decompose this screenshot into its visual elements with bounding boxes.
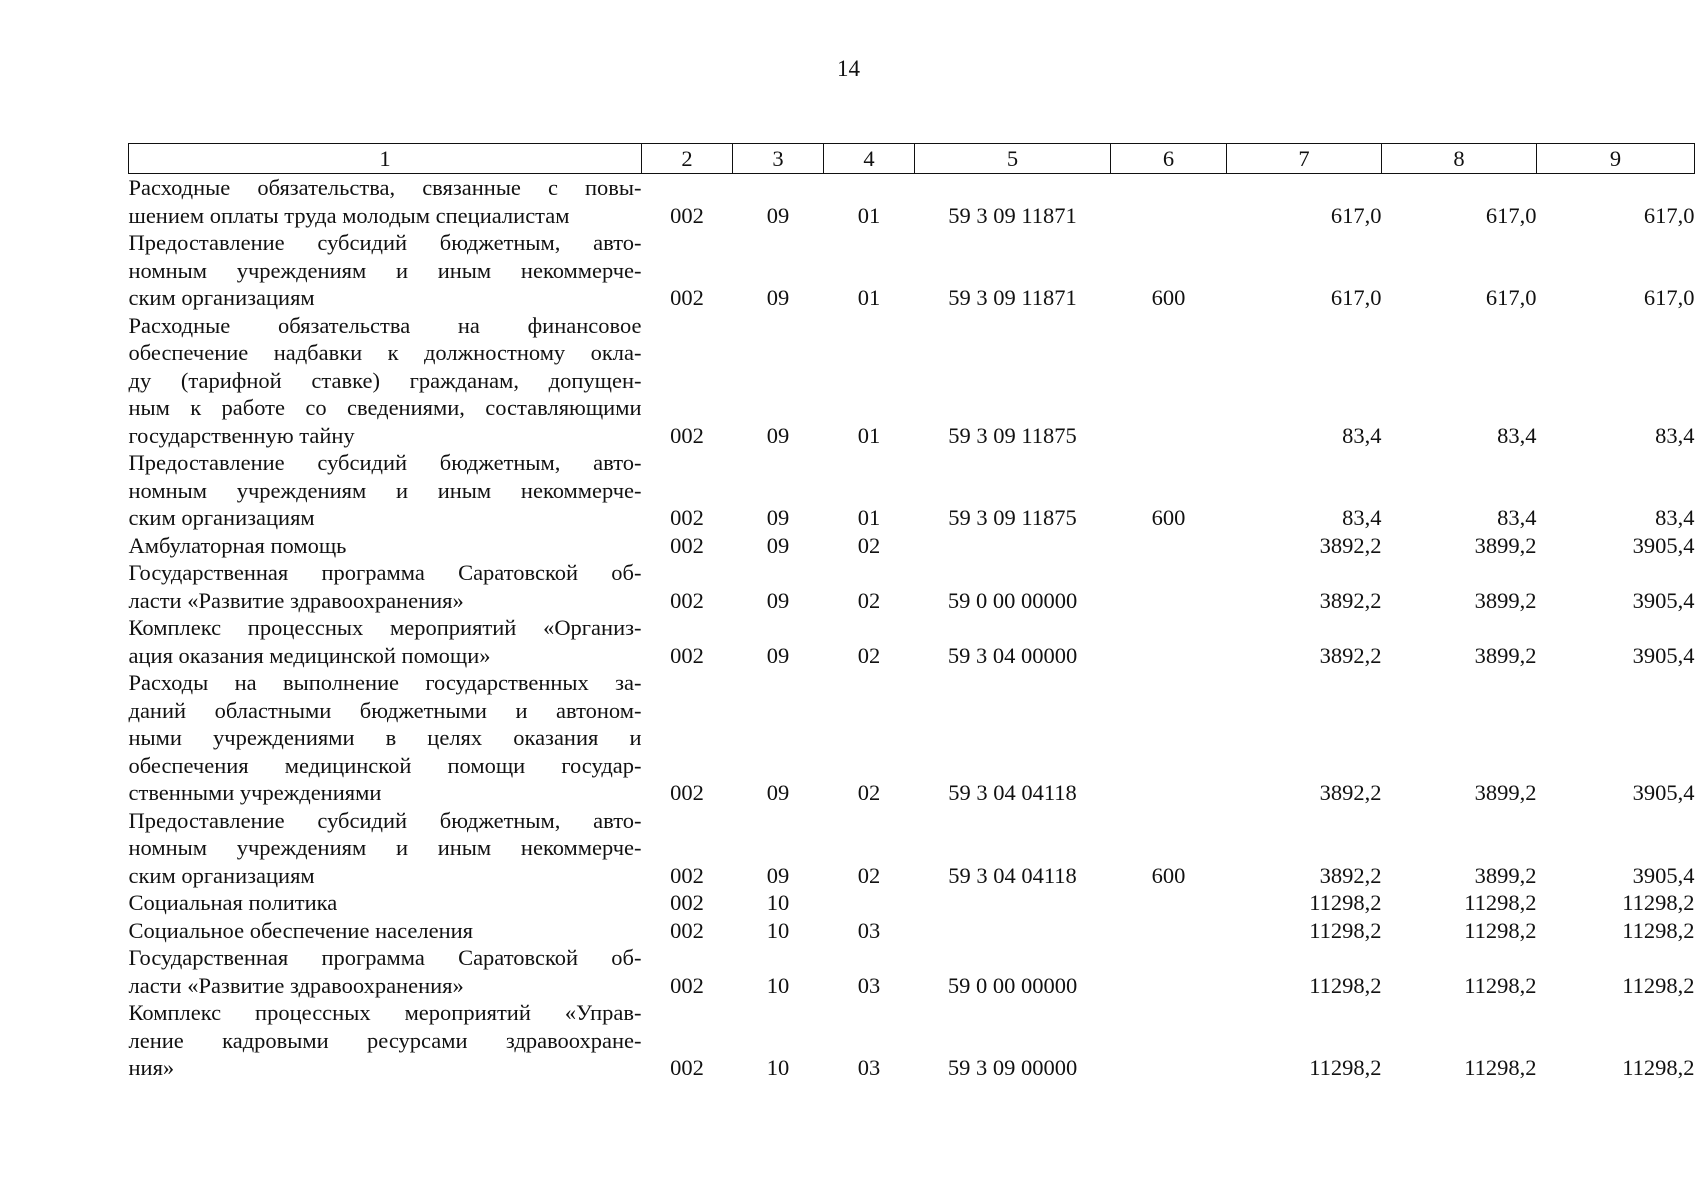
subsection-code: 01 [857, 285, 881, 310]
gov-code: 002 [670, 587, 704, 613]
column-number-header-row [129, 144, 1695, 174]
row-name-line: ду (тарифной ставке) гражданам, допущен- [128, 367, 642, 393]
row-name-line: Государственная программа Саратовской об- [128, 945, 642, 970]
row-name-line: государственную тайну [128, 422, 355, 448]
target-article-code: 59 0 00 00000 [947, 972, 1078, 998]
subsection-code: 01 [857, 202, 881, 228]
row-name-line: даний областными бюджетными и автоном- [128, 697, 642, 723]
target-article-code: 59 3 09 11871 [948, 202, 1077, 228]
row-name-line: ными учреждениями в целях оказания и [128, 725, 642, 750]
row-name-line: Расходные обязательства на финансовое [128, 312, 642, 338]
table-row [129, 807, 1695, 890]
row-name-line: Амбулаторная помощь [128, 532, 347, 558]
table-row [129, 229, 1695, 312]
row-name-line: Предоставление субсидий бюджетным, авто- [128, 450, 642, 475]
column-header: 1 [129, 144, 642, 174]
subsection-code: 03 [857, 917, 881, 943]
target-article-code [915, 889, 1111, 917]
row-name [129, 532, 642, 560]
gov-code: 002 [670, 532, 704, 558]
expense-type-code: 600 [1151, 285, 1186, 310]
expense-type-code [1111, 999, 1227, 1082]
row-name-line: Расходные обязательства, связанные с повы- [128, 175, 642, 200]
amount-year-1: 3892,2 [1319, 532, 1382, 558]
row-name-line: номным учреждениям и иным некоммерче- [128, 477, 642, 503]
target-article-code [915, 532, 1111, 560]
amount-year-3: 11298,2 [1622, 917, 1695, 943]
amount-year-3: 11298,2 [1622, 890, 1695, 915]
row-name [129, 614, 642, 669]
expense-type-code [1111, 944, 1227, 999]
table-row [129, 174, 1695, 230]
row-name [129, 229, 642, 312]
section-code: 09 [766, 587, 790, 613]
row-name-line: ласти «Развитие здравоохранения» [128, 587, 464, 613]
amount-year-3: 617,0 [1643, 202, 1695, 228]
gov-code: 002 [670, 422, 704, 448]
amount-year-3: 3905,4 [1632, 642, 1695, 668]
amount-year-2: 11298,2 [1464, 972, 1537, 998]
amount-year-2: 3899,2 [1474, 532, 1537, 558]
row-name [129, 944, 642, 999]
budget-table [128, 143, 1695, 1082]
table-row [129, 944, 1695, 999]
gov-code: 002 [670, 780, 704, 805]
target-article-code: 59 3 04 04118 [948, 780, 1077, 805]
subsection-code: 01 [857, 422, 881, 448]
expense-type-code [1111, 917, 1227, 945]
amount-year-3: 3905,4 [1632, 780, 1695, 805]
amount-year-3: 83,4 [1655, 505, 1695, 530]
subsection-code: 02 [857, 862, 881, 888]
subsection-code: 02 [857, 587, 881, 613]
row-name-line: Предоставление субсидий бюджетным, авто- [128, 807, 642, 833]
amount-year-1: 83,4 [1342, 422, 1382, 448]
amount-year-3: 11298,2 [1622, 972, 1695, 998]
gov-code: 002 [670, 505, 704, 530]
amount-year-2: 3899,2 [1474, 642, 1537, 668]
table-row [129, 559, 1695, 614]
amount-year-3: 3905,4 [1632, 532, 1695, 558]
section-code: 09 [766, 285, 790, 310]
section-code: 09 [766, 505, 790, 530]
amount-year-2: 83,4 [1497, 505, 1537, 530]
amount-year-2: 617,0 [1485, 202, 1537, 228]
subsection-code: 02 [857, 532, 881, 558]
expense-type-code [1111, 669, 1227, 807]
row-name [129, 669, 642, 807]
row-name [129, 174, 642, 230]
target-article-code [915, 917, 1111, 945]
gov-code: 002 [670, 285, 704, 310]
expense-type-code [1111, 532, 1227, 560]
section-code: 10 [766, 917, 790, 943]
table-row [129, 917, 1695, 945]
row-name-line: обеспечения медицинской помощи государ- [128, 752, 642, 778]
row-name [129, 449, 642, 532]
row-name-line: Комплекс процессных мероприятий «Управ- [128, 1000, 642, 1025]
row-name-line: ление кадровыми ресурсами здравоохране- [128, 1027, 642, 1053]
row-name [129, 999, 642, 1082]
amount-year-1: 3892,2 [1319, 587, 1382, 613]
table-row [129, 449, 1695, 532]
row-name-line: обеспечение надбавки к должностному окла- [128, 340, 642, 365]
page-number: 14 [837, 56, 860, 81]
row-name-line: Предоставление субсидий бюджетным, авто- [128, 230, 642, 255]
column-header: 3 [733, 144, 824, 174]
amount-year-1: 3892,2 [1319, 642, 1382, 668]
column-header: 2 [642, 144, 733, 174]
amount-year-2: 11298,2 [1464, 1055, 1537, 1080]
amount-year-1: 11298,2 [1309, 1055, 1382, 1080]
amount-year-2: 617,0 [1485, 285, 1537, 310]
table-body [129, 174, 1695, 1082]
target-article-code: 59 0 00 00000 [947, 587, 1078, 613]
target-article-code: 59 3 09 11875 [948, 505, 1077, 530]
expense-type-code [1111, 312, 1227, 450]
amount-year-2: 3899,2 [1474, 862, 1537, 888]
target-article-code: 59 3 09 11871 [948, 285, 1077, 310]
amount-year-3: 3905,4 [1632, 587, 1695, 613]
row-name-line: ственными учреждениями [128, 780, 382, 805]
amount-year-3: 11298,2 [1622, 1055, 1695, 1080]
section-code: 10 [766, 1055, 790, 1080]
expense-type-code [1111, 614, 1227, 669]
row-name-line: ация оказания медицинской помощи» [128, 642, 491, 668]
row-name-line: ния» [128, 1055, 175, 1080]
target-article-code: 59 3 04 00000 [947, 642, 1078, 668]
row-name [129, 889, 642, 917]
section-code: 10 [766, 972, 790, 998]
gov-code: 002 [670, 642, 704, 668]
column-header: 7 [1227, 144, 1382, 174]
subsection-code: 02 [857, 642, 881, 668]
amount-year-3: 83,4 [1655, 422, 1695, 448]
target-article-code: 59 3 09 00000 [947, 1055, 1078, 1080]
amount-year-1: 11298,2 [1309, 890, 1382, 915]
table-row [129, 999, 1695, 1082]
row-name [129, 559, 642, 614]
row-name-line: номным учреждениям и иным некоммерче- [128, 257, 642, 283]
gov-code: 002 [670, 917, 704, 943]
column-header: 9 [1537, 144, 1695, 174]
section-code: 10 [766, 890, 790, 915]
amount-year-1: 11298,2 [1309, 917, 1382, 943]
expense-type-code: 600 [1151, 862, 1186, 888]
row-name-line: номным учреждениям и иным некоммерче- [128, 835, 642, 860]
amount-year-2: 83,4 [1497, 422, 1537, 448]
table-row [129, 614, 1695, 669]
row-name-line: Расходы на выполнение государственных за- [128, 670, 642, 695]
row-name [129, 917, 642, 945]
amount-year-1: 617,0 [1330, 202, 1382, 228]
column-header: 5 [915, 144, 1111, 174]
section-code: 09 [766, 202, 790, 228]
amount-year-1: 3892,2 [1319, 862, 1382, 888]
gov-code: 002 [670, 862, 704, 888]
section-code: 09 [766, 780, 790, 805]
column-header: 4 [824, 144, 915, 174]
amount-year-3: 617,0 [1643, 285, 1695, 310]
target-article-code: 59 3 09 11875 [948, 422, 1077, 448]
row-name-line: ским организациям [128, 862, 315, 888]
row-name-line: Комплекс процессных мероприятий «Организ- [128, 615, 642, 640]
row-name-line: Социальное обеспечение населения [128, 917, 474, 943]
expense-type-code [1111, 889, 1227, 917]
row-name [129, 312, 642, 450]
amount-year-1: 11298,2 [1309, 972, 1382, 998]
row-name-line: Социальная политика [128, 890, 338, 915]
section-code: 09 [766, 862, 790, 888]
amount-year-2: 11298,2 [1464, 890, 1537, 915]
subsection-code: 03 [857, 1055, 881, 1080]
table-row [129, 532, 1695, 560]
subsection-code: 01 [857, 505, 881, 530]
amount-year-2: 11298,2 [1464, 917, 1537, 943]
amount-year-2: 3899,2 [1474, 780, 1537, 805]
column-header: 8 [1382, 144, 1537, 174]
amount-year-2: 3899,2 [1474, 587, 1537, 613]
amount-year-1: 617,0 [1330, 285, 1382, 310]
column-header: 6 [1111, 144, 1227, 174]
amount-year-3: 3905,4 [1632, 862, 1695, 888]
section-code: 09 [766, 532, 790, 558]
expense-type-code: 600 [1151, 505, 1186, 530]
section-code: 09 [766, 642, 790, 668]
expense-type-code [1111, 174, 1227, 230]
row-name-line: ным к работе со сведениями, составляющими [128, 395, 642, 420]
table-row [129, 669, 1695, 807]
row-name [129, 807, 642, 890]
amount-year-1: 83,4 [1342, 505, 1382, 530]
subsection-code: 02 [857, 780, 881, 805]
row-name-line: ским организациям [128, 285, 315, 310]
subsection-code [824, 889, 915, 917]
gov-code: 002 [670, 202, 704, 228]
gov-code: 002 [670, 890, 704, 915]
row-name-line: ласти «Развитие здравоохранения» [128, 972, 464, 998]
expense-type-code [1111, 559, 1227, 614]
section-code: 09 [766, 422, 790, 448]
table-row [129, 889, 1695, 917]
target-article-code: 59 3 04 04118 [948, 862, 1077, 888]
row-name-line: шением оплаты труда молодым специалистам [128, 202, 570, 228]
row-name-line: ским организациям [128, 505, 315, 530]
subsection-code: 03 [857, 972, 881, 998]
amount-year-1: 3892,2 [1319, 780, 1382, 805]
gov-code: 002 [670, 972, 704, 998]
gov-code: 002 [670, 1055, 704, 1080]
table-row [129, 312, 1695, 450]
row-name-line: Государственная программа Саратовской об- [128, 560, 642, 585]
